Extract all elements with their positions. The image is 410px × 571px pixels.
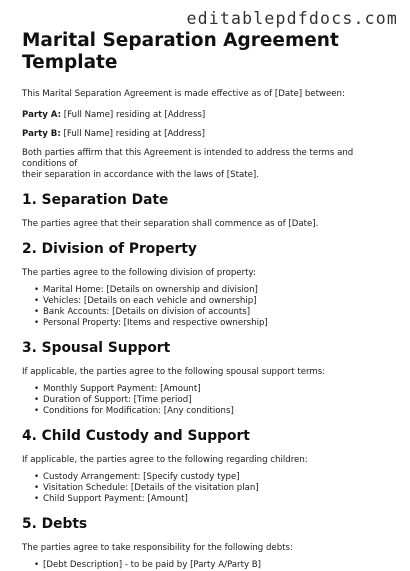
list-item: • Custody Arrangement: [Specify custody type] bbox=[34, 472, 392, 483]
list-item: • Monthly Support Payment: [Amount] bbox=[34, 384, 392, 395]
section-heading-separation-date: 1. Separation Date bbox=[22, 192, 169, 208]
section-heading-division-of-property: 2. Division of Property bbox=[22, 241, 197, 257]
list-item: • Duration of Support: [Time period] bbox=[34, 395, 392, 406]
list-item: • Personal Property: [Items and respective ownership] bbox=[34, 318, 392, 329]
affirm-line-2: their separation in accordance with the laws of [State]. bbox=[22, 170, 259, 180]
section-text-division-of-property: The parties agree to the following division of property: bbox=[22, 268, 256, 278]
document-title bbox=[22, 30, 392, 74]
list-item: • Child Support Payment: [Amount] bbox=[34, 494, 392, 505]
document-page bbox=[22, 30, 392, 571]
section-heading-spousal-support: 3. Spousal Support bbox=[22, 340, 171, 356]
list-item: • Bank Accounts: [Details on division of accounts] bbox=[34, 307, 392, 318]
party-b-label: Party B: bbox=[22, 129, 61, 139]
section-heading-child-custody: 4. Child Custody and Support bbox=[22, 428, 250, 444]
section-heading-debts: 5. Debts bbox=[22, 516, 88, 532]
watermark: editablepdfdocs.com bbox=[186, 9, 398, 28]
affirm-line-1: Both parties affirm that this Agreement is intended to address the terms and conditions of bbox=[22, 148, 354, 169]
section-text-spousal-support: If applicable, the parties agree to the following spousal support terms: bbox=[22, 367, 326, 377]
party-a-label: Party A: bbox=[22, 110, 62, 120]
list-item: • Marital Home: [Details on ownership and division] bbox=[34, 285, 392, 296]
list-item: • Visitation Schedule: [Details of the visitation plan] bbox=[34, 483, 392, 494]
section-text-child-custody: If applicable, the parties agree to the following regarding children: bbox=[22, 455, 308, 465]
child-custody-list bbox=[22, 472, 392, 505]
spousal-support-list bbox=[22, 384, 392, 417]
section-text-separation-date: The parties agree that their separation shall commence as of [Date]. bbox=[22, 219, 319, 229]
list-item: • Vehicles: [Details on each vehicle and ownership] bbox=[34, 296, 392, 307]
party-b-text: [Full Name] residing at [Address] bbox=[60, 129, 206, 139]
party-a-text: [Full Name] residing at [Address] bbox=[61, 110, 206, 120]
party-b-line bbox=[22, 129, 392, 140]
section-text-debts: The parties agree to take responsibility for the following debts: bbox=[22, 543, 293, 553]
debts-list bbox=[22, 560, 392, 571]
list-item: • [Debt Description] - to be paid by [Party A/Party B] bbox=[34, 560, 392, 571]
property-list bbox=[22, 285, 392, 329]
list-item: • Conditions for Modification: [Any conditions] bbox=[34, 406, 392, 417]
party-a-line bbox=[22, 110, 392, 121]
intro-paragraph: This Marital Separation Agreement is made effective as of [Date] between: bbox=[22, 89, 345, 99]
affirm-paragraph bbox=[22, 148, 392, 181]
title-line-2: Template bbox=[22, 52, 118, 73]
title-line-1: Marital Separation Agreement bbox=[22, 30, 339, 51]
